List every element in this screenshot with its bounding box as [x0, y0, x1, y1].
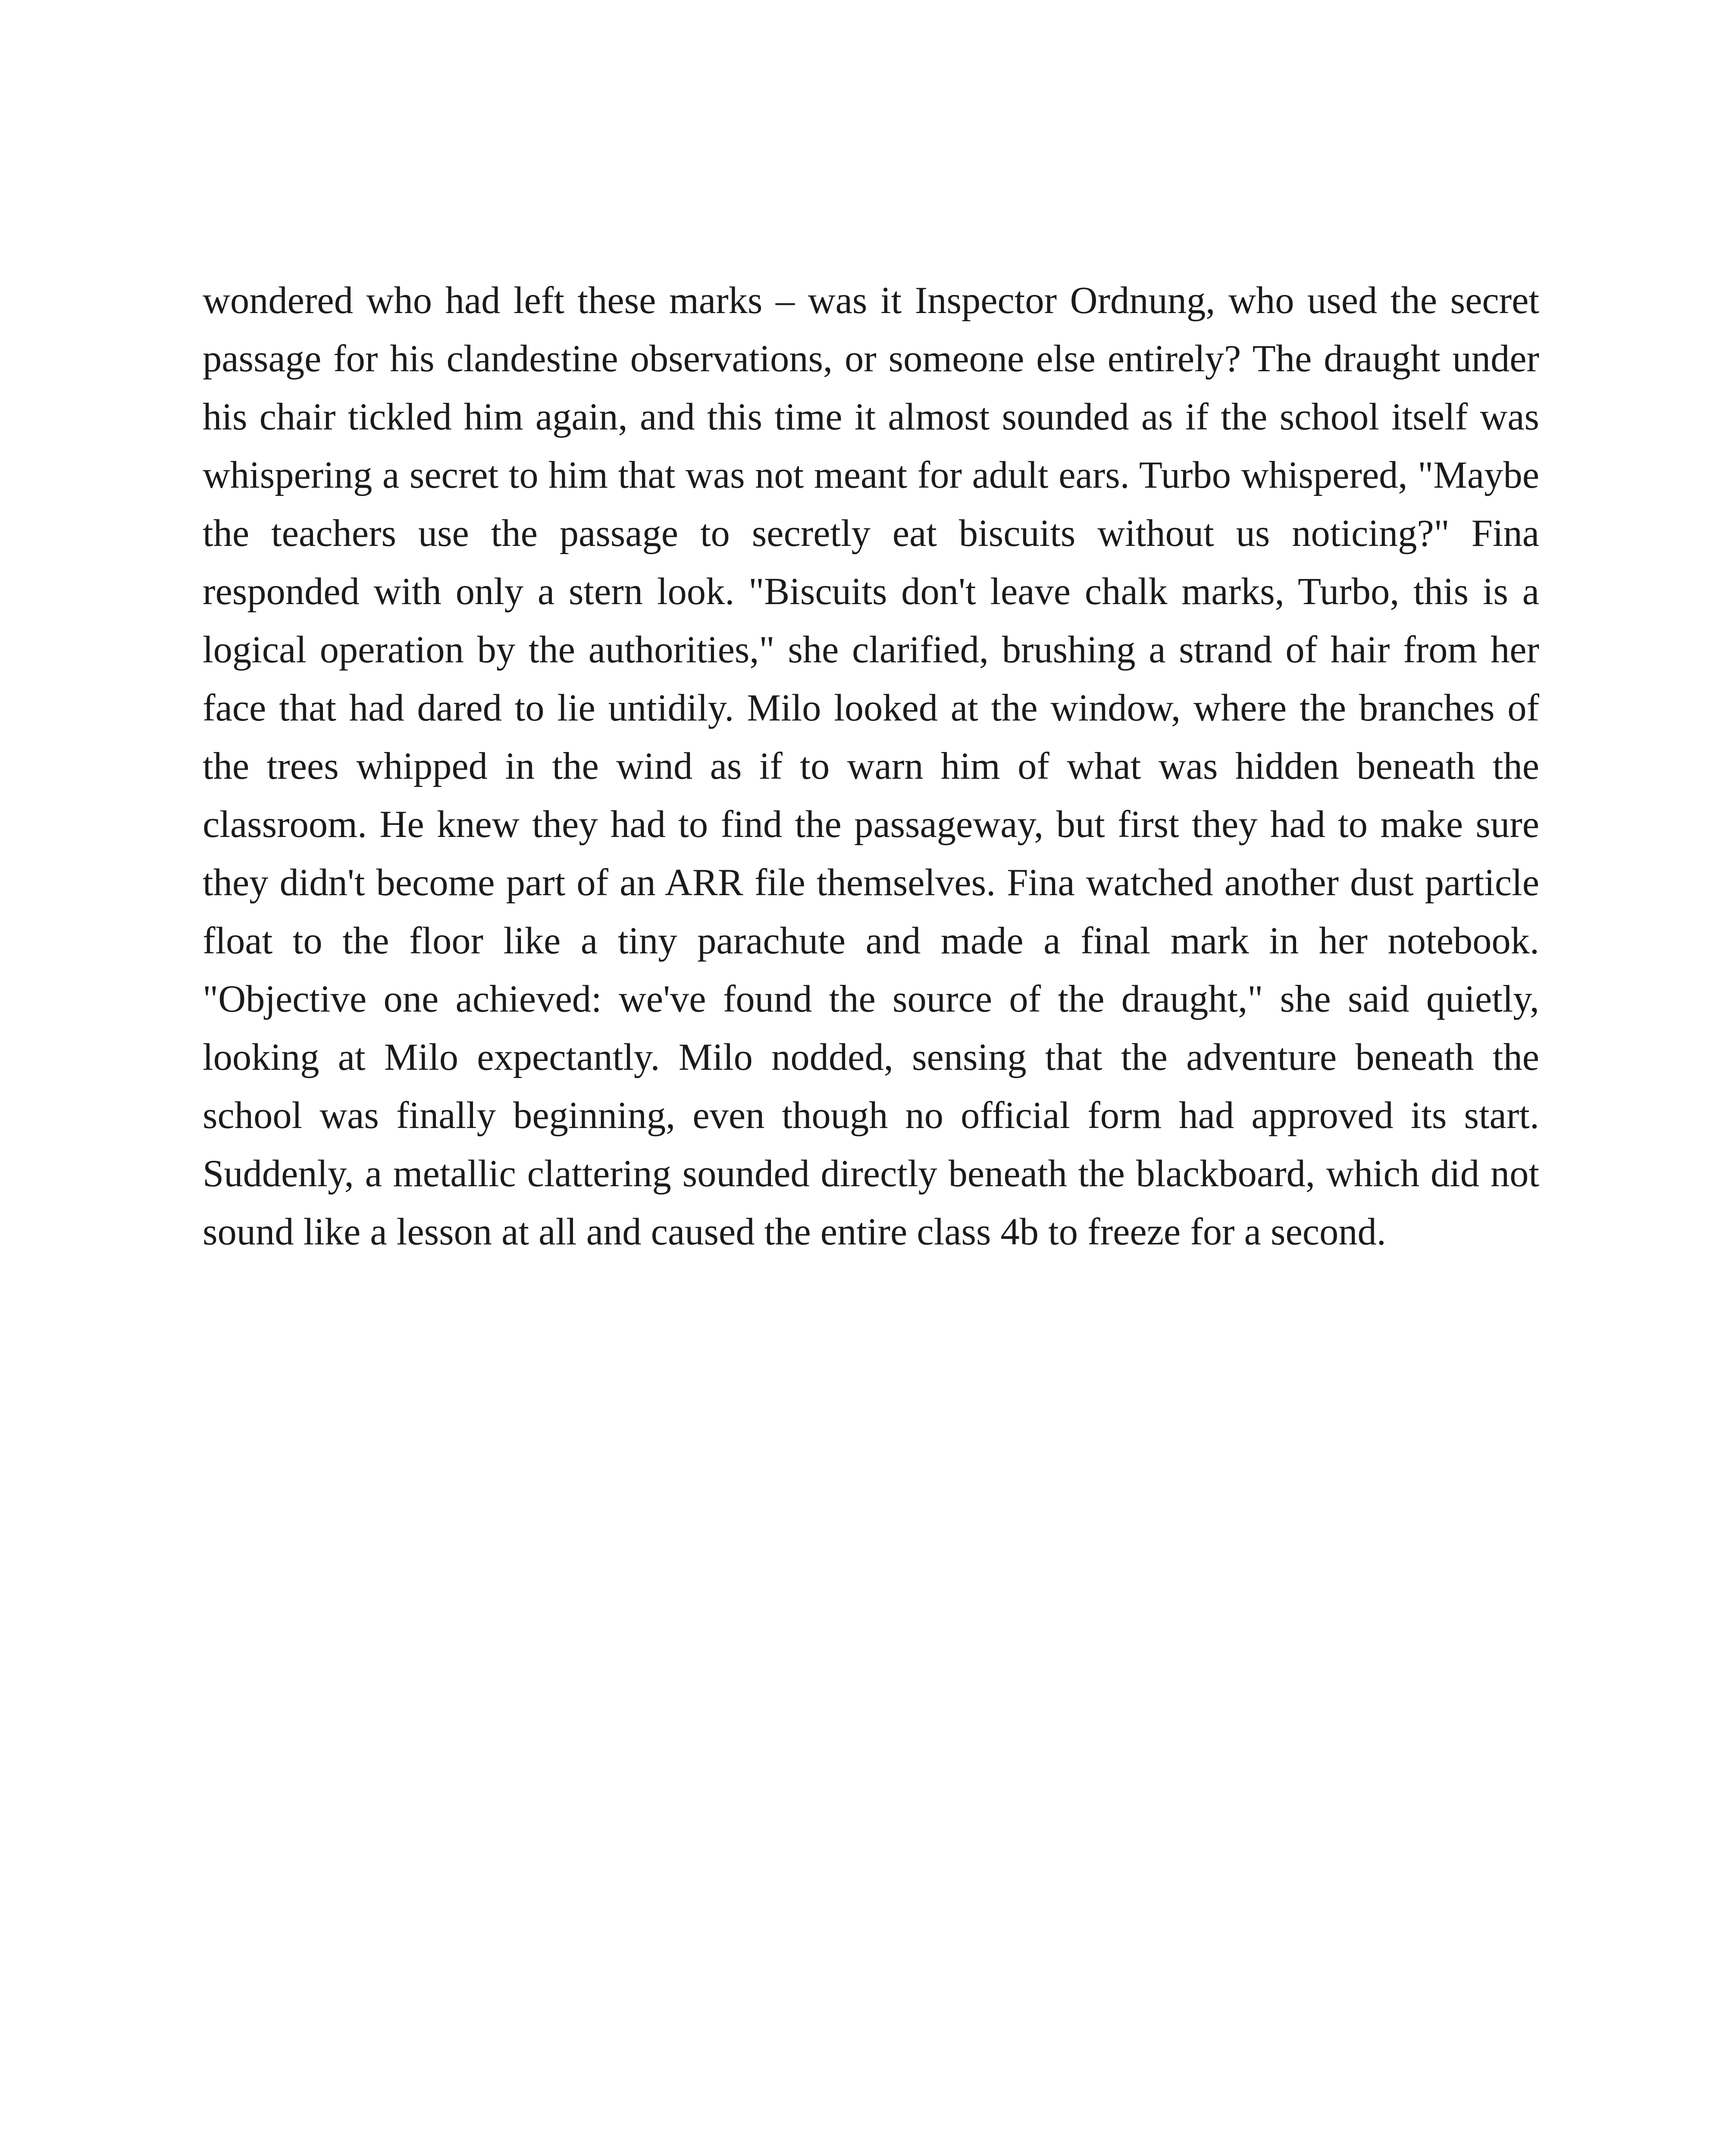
body-paragraph: wondered who had left these marks – was it Inspector Ordnung, who used the secret passage for his clandestine observations, or someone else entirely? The draught under his chair tickled him again, and this time it almost sounded as if the school itself was whispering a secret to him that was not meant for adult ears. Turbo whispered, "Maybe the teachers use the passage to secretly eat biscuits without us noticing?" Fina responded with only a stern look. "Biscuits don't leave chalk marks, Turbo, this is a logical operation by the authorities," she clarified, brushing a strand of hair from her face that had dared to lie untidily. Milo looked at the window, where the branches of the trees whipped in the wind as if to warn him of what was hidden beneath the classroom. He knew they had to find the passageway, but first they had to make sure they didn't become part of an ARR file themselves. Fina watched another dust particle float to the floor like a tiny parachute and made a final mark in her notebook. "Objective one achieved: we've found the source of the draught," she said quietly, looking at Milo expectantly. Milo nodded, sensing that the adventure beneath the school was finally beginning, even though no official form had approved its start. Suddenly, a metallic clattering sounded directly beneath the blackboard, which did not sound like a lesson at all and caused the entire class 4b to freeze for a second.	[203, 279, 1539, 1253]
